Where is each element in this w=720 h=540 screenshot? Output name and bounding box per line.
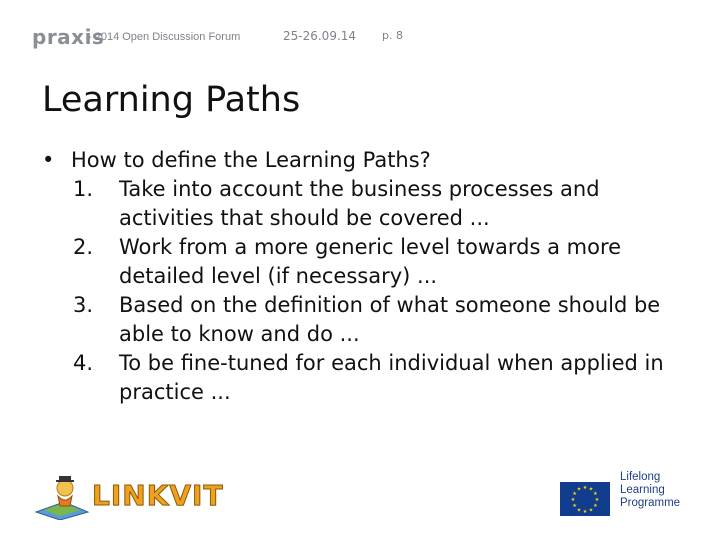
step-item — [42, 175, 679, 233]
event-date: 25-26.09.14 — [283, 29, 357, 43]
forum-name: - 2014 Open Discussion Forum — [88, 31, 241, 43]
praxis-brand: praxis — [32, 25, 105, 49]
step-text: To be fine-tuned for each individual when applied in practice ... — [119, 351, 664, 404]
slide-header — [0, 24, 720, 54]
svg-text:★: ★ — [593, 491, 598, 497]
svg-text:★: ★ — [570, 497, 576, 503]
slide-content — [42, 146, 702, 407]
svg-text:★: ★ — [576, 507, 582, 514]
page-number: p. 8 — [382, 29, 403, 42]
bullet-text: How to define the Learning Paths? — [71, 148, 431, 172]
llp-program-text: Lifelong Learning Programme — [620, 471, 681, 509]
svg-text:★: ★ — [572, 503, 577, 509]
step-item — [42, 349, 679, 407]
step-text: Take into account the business processes and activities that should be covered ... — [119, 177, 600, 230]
step-number: 1. — [73, 177, 94, 201]
linkvit-logo-text: LINKVIT — [92, 479, 224, 512]
svg-text:★: ★ — [572, 491, 577, 497]
step-number: 2. — [73, 235, 94, 259]
bullet-dot-icon: • — [42, 148, 55, 172]
linkvit-logo — [34, 472, 224, 520]
linkvit-mascot-icon — [34, 472, 92, 520]
svg-text:★: ★ — [588, 507, 594, 514]
eu-flag-icon — [560, 482, 610, 516]
svg-text:★: ★ — [588, 486, 594, 493]
step-text: Based on the definition of what someone should be able to know and do ... — [119, 293, 661, 346]
step-number: 3. — [73, 293, 94, 317]
svg-text:★: ★ — [582, 509, 588, 515]
slide-title: Learning Paths — [42, 80, 301, 120]
step-item — [42, 233, 679, 291]
step-number: 4. — [73, 351, 94, 375]
step-item — [42, 291, 679, 349]
svg-text:★: ★ — [594, 497, 600, 503]
svg-text:★: ★ — [593, 503, 598, 509]
svg-text:★: ★ — [576, 486, 582, 493]
lifelong-learning-logo — [560, 471, 690, 520]
step-text: Work from a more generic level towards a more detailed level (if necessary) ... — [119, 235, 622, 288]
bullet-item — [42, 146, 702, 175]
svg-text:★: ★ — [582, 485, 588, 491]
steps-list — [42, 175, 702, 407]
